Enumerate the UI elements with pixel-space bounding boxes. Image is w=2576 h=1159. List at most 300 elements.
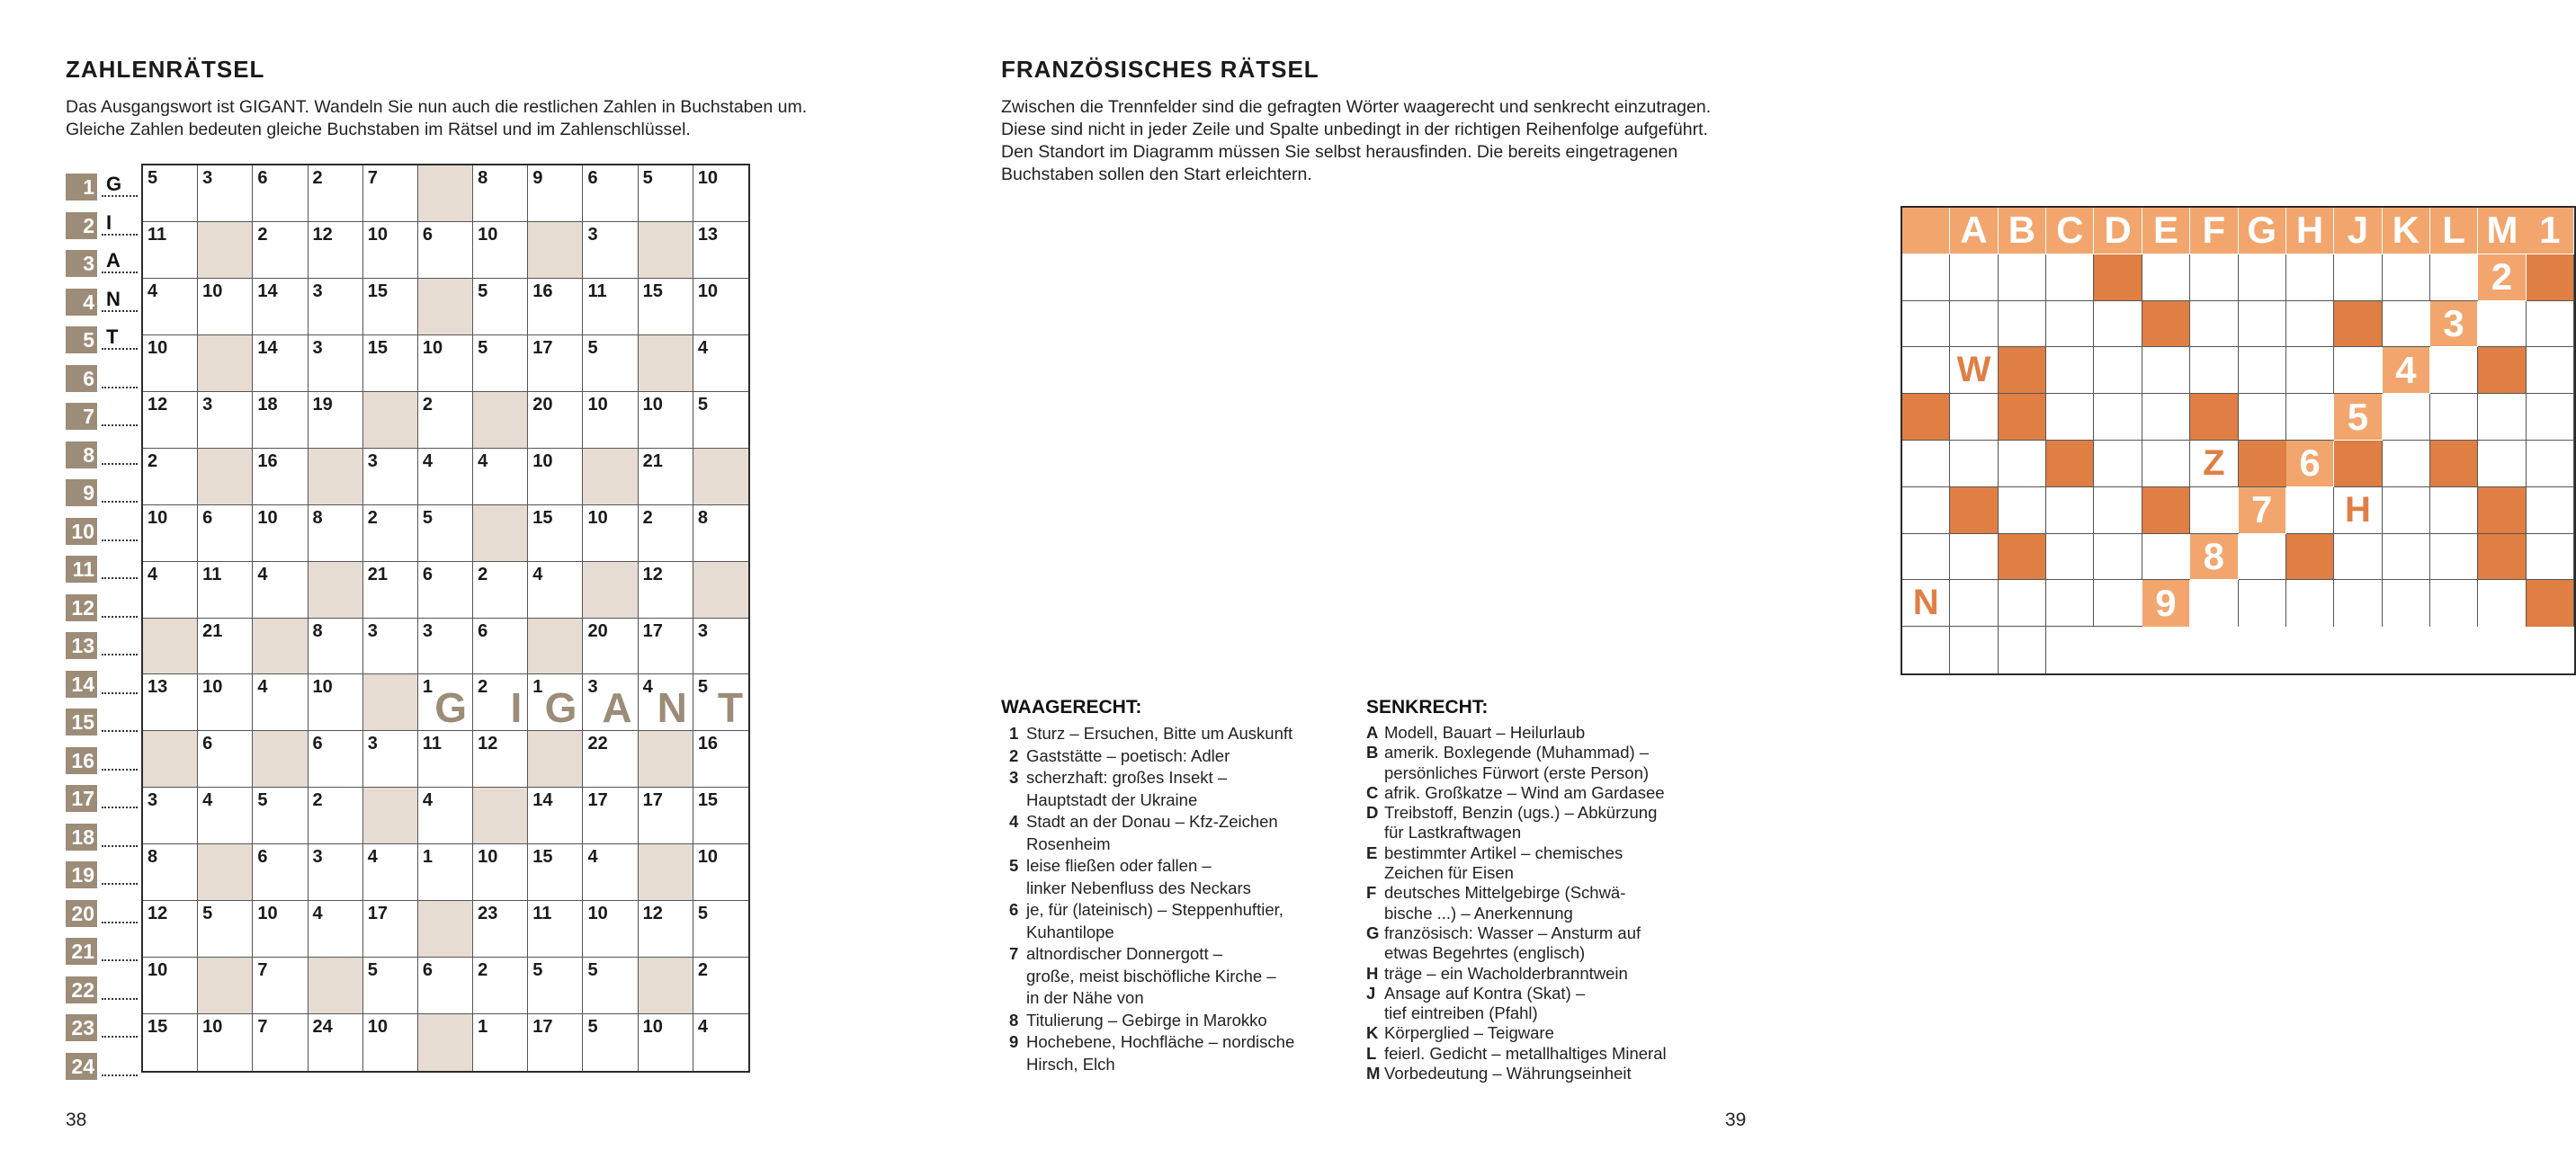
letter-cell[interactable] [1902, 627, 1950, 673]
cell-number: 5 [148, 168, 158, 188]
letter-cell[interactable]: W [1950, 347, 1998, 394]
number-cell[interactable] [473, 279, 528, 335]
number-cell[interactable] [639, 392, 693, 449]
number-cell[interactable] [639, 279, 693, 335]
number-cell[interactable] [253, 562, 308, 619]
letter-cell[interactable] [2286, 394, 2334, 441]
letter-cell[interactable] [2239, 301, 2286, 348]
number-cell[interactable] [473, 449, 528, 505]
number-cell[interactable] [253, 844, 308, 901]
key-letter-slot[interactable]: I [106, 210, 112, 234]
number-cell[interactable] [253, 505, 308, 562]
letter-cell[interactable] [2383, 301, 2430, 348]
row-header: 3 [2430, 301, 2478, 348]
letter-cell[interactable] [2478, 394, 2526, 441]
letter-cell[interactable] [2286, 487, 2334, 534]
clue-text [1026, 767, 1227, 811]
number-cell[interactable] [253, 901, 308, 958]
key-dotted-line [102, 1074, 138, 1076]
clue-text [1026, 943, 1276, 1010]
letter-cell[interactable] [2094, 534, 2142, 581]
letter-cell[interactable] [1950, 441, 1998, 487]
letter-cell[interactable]: Z [2190, 441, 2238, 487]
number-cell[interactable] [143, 222, 198, 279]
letter-cell[interactable] [1902, 301, 1950, 348]
number-cell[interactable] [528, 449, 583, 505]
number-cell[interactable] [363, 279, 418, 335]
number-cell[interactable] [473, 731, 528, 788]
letter-cell[interactable] [2478, 301, 2526, 348]
blocked-cell [309, 958, 363, 1014]
cell-number: 6 [422, 960, 434, 981]
cell-number: 2 [257, 224, 268, 245]
letter-cell[interactable] [1950, 534, 1998, 581]
cell-number: 11 [148, 224, 167, 245]
number-cell[interactable] [309, 1014, 363, 1071]
letter-cell[interactable] [2527, 301, 2574, 348]
number-cell[interactable] [528, 505, 583, 562]
letter-cell[interactable] [2430, 254, 2478, 301]
number-cell[interactable] [693, 1014, 748, 1071]
letter-cell[interactable] [2046, 487, 2094, 534]
key-dotted-line [102, 234, 138, 236]
cell-number: 6 [312, 734, 323, 754]
clue-text [1026, 723, 1292, 745]
letter-cell[interactable] [2430, 534, 2478, 581]
letter-cell[interactable] [1902, 347, 1950, 394]
number-cell[interactable] [583, 788, 638, 844]
number-cell[interactable] [253, 335, 308, 392]
key-row [66, 556, 141, 594]
cell-number: 8 [312, 620, 323, 641]
letter-cell[interactable] [1999, 254, 2046, 301]
clue-line: bische ...) – Anerkennung [1384, 903, 1573, 923]
number-cell[interactable] [693, 731, 748, 788]
separator-cell [2142, 301, 2190, 348]
letter-cell[interactable] [1902, 534, 1950, 581]
letter-cell[interactable] [2142, 254, 2190, 301]
key-row [66, 1014, 141, 1053]
number-cell[interactable] [693, 165, 748, 222]
letter-cell[interactable] [2046, 254, 2094, 301]
number-cell[interactable] [309, 674, 363, 731]
column-header: L [2430, 208, 2478, 254]
cell-number: 2 [312, 168, 323, 188]
number-cell[interactable] [198, 165, 253, 222]
letter-cell[interactable] [2430, 580, 2478, 627]
letter-cell[interactable] [2142, 534, 2190, 581]
number-cell[interactable] [528, 392, 583, 449]
clue-number: B [1366, 743, 1379, 762]
number-cell[interactable] [143, 674, 198, 731]
letter-cell[interactable] [2190, 487, 2238, 534]
number-cell[interactable] [528, 901, 583, 958]
clue-item [1009, 723, 1351, 745]
number-cell[interactable] [583, 844, 638, 901]
number-cell[interactable] [309, 788, 363, 844]
row-header: 4 [2383, 347, 2430, 394]
letter-cell[interactable] [2430, 487, 2478, 534]
number-cell[interactable] [528, 844, 583, 901]
number-cell[interactable] [143, 505, 198, 562]
number-cell[interactable] [309, 222, 363, 279]
letter-cell[interactable] [2527, 487, 2574, 534]
number-cell[interactable] [583, 958, 638, 1014]
number-cell[interactable] [583, 392, 638, 449]
letter-cell[interactable] [2239, 534, 2286, 581]
blocked-cell [473, 788, 528, 844]
letter-cell[interactable] [2383, 487, 2430, 534]
number-cell[interactable] [639, 901, 693, 958]
number-cell[interactable] [418, 674, 473, 731]
number-cell[interactable] [363, 222, 418, 279]
number-cell[interactable] [473, 1014, 528, 1071]
letter-cell[interactable]: H [2334, 487, 2382, 534]
cell-number: 1 [422, 847, 434, 868]
row-header: 5 [2334, 394, 2382, 441]
cell-number: 12 [148, 904, 168, 924]
number-cell[interactable] [418, 335, 473, 392]
letter-cell[interactable] [2286, 301, 2334, 348]
separator-cell [1999, 394, 2046, 441]
number-cell[interactable] [528, 1014, 583, 1071]
number-cell[interactable] [639, 165, 693, 222]
number-cell[interactable] [363, 901, 418, 958]
letter-cell[interactable] [2430, 394, 2478, 441]
key-number: 22 [66, 976, 97, 1003]
number-cell[interactable] [639, 619, 693, 675]
number-cell[interactable] [528, 788, 583, 844]
number-cell[interactable] [143, 844, 198, 901]
key-letter-slot[interactable]: A [106, 249, 121, 272]
letter-cell[interactable] [2239, 347, 2286, 394]
letter-cell[interactable] [1999, 627, 2046, 673]
number-cell[interactable] [253, 449, 308, 505]
key-row [66, 747, 141, 786]
letter-cell[interactable] [1999, 580, 2046, 627]
separator-cell [2190, 394, 2238, 441]
key-row [66, 212, 141, 251]
letter-cell[interactable] [2094, 441, 2142, 487]
number-cell[interactable] [528, 562, 583, 619]
number-cell[interactable] [583, 674, 638, 731]
number-cell[interactable] [693, 844, 748, 901]
number-cell[interactable] [639, 562, 693, 619]
number-cell[interactable] [693, 222, 748, 279]
number-cell[interactable] [639, 505, 693, 562]
key-dotted-line [102, 1036, 138, 1038]
letter-cell[interactable] [2334, 254, 2382, 301]
number-cell[interactable] [143, 562, 198, 619]
letter-cell[interactable] [2286, 580, 2334, 627]
number-cell[interactable] [143, 279, 198, 335]
number-cell[interactable] [309, 392, 363, 449]
letter-cell[interactable] [2383, 441, 2430, 487]
letter-cell[interactable] [2046, 394, 2094, 441]
number-cell[interactable] [309, 505, 363, 562]
number-cell[interactable] [363, 449, 418, 505]
cell-number: 20 [587, 620, 608, 641]
letter-cell[interactable] [2527, 441, 2574, 487]
number-cell[interactable] [418, 222, 473, 279]
cell-number: 15 [697, 790, 719, 811]
number-cell[interactable] [143, 449, 198, 505]
number-cell[interactable] [693, 619, 748, 675]
number-cell[interactable] [418, 958, 473, 1014]
number-cell[interactable] [363, 958, 418, 1014]
letter-cell[interactable] [2094, 347, 2142, 394]
letter-cell[interactable] [1999, 441, 2046, 487]
number-cell[interactable] [583, 279, 638, 335]
letter-cell[interactable] [2334, 347, 2382, 394]
separator-cell [2334, 441, 2382, 487]
number-cell[interactable] [253, 392, 308, 449]
number-cell[interactable] [418, 844, 473, 901]
key-dotted-line [102, 998, 138, 1000]
letter-cell[interactable] [2527, 534, 2574, 581]
number-cell[interactable] [473, 165, 528, 222]
letter-cell[interactable] [1950, 254, 1998, 301]
letter-cell[interactable] [2094, 580, 2142, 627]
number-cell[interactable] [583, 165, 638, 222]
number-cell[interactable] [528, 674, 583, 731]
number-cell[interactable] [473, 958, 528, 1014]
letter-cell[interactable] [2190, 301, 2238, 348]
waagerecht-clues [1009, 723, 1351, 1075]
cell-number: 10 [587, 904, 608, 924]
number-cell[interactable] [583, 505, 638, 562]
clue-line: tief eintreiben (Pfahl) [1384, 1003, 1538, 1023]
key-number: 6 [66, 365, 97, 392]
cell-number: 10 [367, 224, 388, 245]
letter-cell[interactable] [2046, 301, 2094, 348]
letter-cell[interactable] [2334, 534, 2382, 581]
number-cell[interactable] [583, 619, 638, 675]
letter-cell[interactable] [2239, 580, 2286, 627]
key-letter-slot[interactable]: N [106, 287, 121, 310]
cell-number: 10 [697, 847, 719, 868]
clue-number: A [1366, 723, 1379, 742]
number-cell[interactable] [693, 505, 748, 562]
letter-cell[interactable] [2527, 394, 2574, 441]
number-cell[interactable] [583, 335, 638, 392]
number-cell[interactable] [198, 392, 253, 449]
number-cell[interactable] [253, 279, 308, 335]
number-cell[interactable] [309, 844, 363, 901]
letter-cell[interactable] [1950, 301, 1998, 348]
number-cell[interactable] [528, 335, 583, 392]
number-cell[interactable] [418, 449, 473, 505]
number-cell[interactable] [198, 562, 253, 619]
letter-cell[interactable] [2383, 534, 2430, 581]
letter-cell[interactable] [2286, 254, 2334, 301]
number-cell[interactable] [693, 958, 748, 1014]
number-cell[interactable] [693, 674, 748, 731]
number-cell[interactable] [528, 279, 583, 335]
number-cell[interactable] [693, 279, 748, 335]
clue-number: 8 [1009, 1010, 1019, 1030]
number-cell[interactable] [418, 731, 473, 788]
letter-cell[interactable] [2094, 301, 2142, 348]
letter-cell[interactable] [2239, 254, 2286, 301]
number-cell[interactable] [473, 674, 528, 731]
number-cell[interactable] [693, 901, 748, 958]
letter-cell[interactable] [2478, 441, 2526, 487]
letter-cell[interactable] [1950, 394, 1998, 441]
number-cell[interactable] [583, 731, 638, 788]
number-cell[interactable] [639, 674, 693, 731]
number-cell[interactable] [198, 674, 253, 731]
number-cell[interactable] [309, 279, 363, 335]
number-cell[interactable] [198, 788, 253, 844]
number-cell[interactable] [198, 279, 253, 335]
number-cell[interactable] [418, 392, 473, 449]
key-letter-slot[interactable]: G [106, 173, 122, 195]
clue-line: Sturz – Ersuchen, Bitte um Auskunft [1026, 724, 1293, 743]
number-cell[interactable] [418, 619, 473, 675]
letter-cell[interactable] [2190, 254, 2238, 301]
number-cell[interactable] [363, 844, 418, 901]
letter-cell[interactable] [2239, 394, 2286, 441]
cell-number: 4 [312, 904, 323, 924]
number-cell[interactable] [253, 958, 308, 1014]
number-cell[interactable] [639, 788, 693, 844]
number-cell[interactable] [363, 562, 418, 619]
number-cell[interactable] [198, 619, 253, 675]
number-cell[interactable] [363, 505, 418, 562]
number-cell[interactable] [143, 392, 198, 449]
letter-cell[interactable] [1999, 301, 2046, 348]
number-cell[interactable] [309, 165, 363, 222]
letter-cell[interactable] [1902, 254, 1950, 301]
number-cell[interactable] [473, 335, 528, 392]
cell-number: 21 [367, 564, 388, 584]
number-cell[interactable] [693, 392, 748, 449]
letter-cell[interactable] [2430, 347, 2478, 394]
number-cell[interactable] [363, 165, 418, 222]
number-cell[interactable] [528, 165, 583, 222]
column-header: C [2046, 208, 2094, 254]
number-cell[interactable] [418, 505, 473, 562]
letter-cell[interactable] [2094, 487, 2142, 534]
number-cell[interactable] [143, 901, 198, 958]
number-cell[interactable] [198, 731, 253, 788]
number-cell[interactable] [309, 619, 363, 675]
cell-number: 3 [367, 620, 378, 641]
letter-cell[interactable] [2142, 441, 2190, 487]
number-cell[interactable] [143, 958, 198, 1014]
letter-cell[interactable] [2046, 347, 2094, 394]
cell-number: 4 [422, 450, 434, 471]
letter-cell[interactable] [2383, 394, 2430, 441]
number-cell[interactable] [363, 335, 418, 392]
number-cell[interactable] [309, 901, 363, 958]
number-cell[interactable] [198, 1014, 253, 1071]
number-cell[interactable] [528, 958, 583, 1014]
letter-cell[interactable] [1902, 441, 1950, 487]
number-cell[interactable] [253, 1014, 308, 1071]
letter-cell[interactable] [2094, 394, 2142, 441]
number-cell[interactable] [198, 901, 253, 958]
number-cell[interactable] [473, 901, 528, 958]
number-cell[interactable] [473, 222, 528, 279]
cell-number: 12 [642, 904, 663, 924]
number-cell[interactable] [309, 731, 363, 788]
letter-cell[interactable] [1902, 487, 1950, 534]
number-cell[interactable] [143, 165, 198, 222]
cell-number: 21 [202, 620, 223, 641]
number-cell[interactable] [583, 222, 638, 279]
letter-cell[interactable] [2383, 254, 2430, 301]
letter-cell[interactable] [2142, 347, 2190, 394]
cell-number: 4 [148, 564, 158, 584]
blocked-cell [418, 279, 473, 335]
number-cell[interactable] [363, 619, 418, 675]
letter-cell[interactable]: N [1902, 580, 1950, 627]
number-cell[interactable] [363, 1014, 418, 1071]
number-cell[interactable] [473, 562, 528, 619]
letter-cell[interactable] [1999, 487, 2046, 534]
cell-number: 2 [642, 507, 653, 528]
cell-number: 10 [312, 677, 333, 698]
number-cell[interactable] [693, 788, 748, 844]
clue-line: scherzhaft: großes Insekt – [1026, 768, 1228, 787]
number-cell[interactable] [143, 788, 198, 844]
letter-cell[interactable] [2286, 347, 2334, 394]
number-cell[interactable] [143, 335, 198, 392]
number-cell[interactable] [639, 1014, 693, 1071]
letter-cell[interactable] [1950, 627, 1998, 673]
letter-cell[interactable] [2046, 627, 2094, 673]
letter-cell[interactable] [2527, 347, 2574, 394]
clue-number: F [1366, 883, 1377, 903]
number-cell[interactable] [693, 335, 748, 392]
number-cell[interactable] [418, 562, 473, 619]
number-cell[interactable] [253, 222, 308, 279]
letter-cell[interactable] [2046, 534, 2094, 581]
blocked-cell [583, 449, 638, 505]
number-cell[interactable] [253, 788, 308, 844]
number-cell[interactable] [253, 165, 308, 222]
number-cell[interactable] [639, 449, 693, 505]
number-cell[interactable] [363, 731, 418, 788]
number-cell[interactable] [473, 844, 528, 901]
number-cell[interactable] [583, 1014, 638, 1071]
column-header: A [1950, 208, 1998, 254]
key-letter-slot[interactable]: T [106, 325, 119, 348]
letter-cell[interactable] [2478, 580, 2526, 627]
letter-cell[interactable] [2190, 580, 2238, 627]
key-row [66, 403, 141, 441]
letter-cell[interactable] [2142, 394, 2190, 441]
number-cell[interactable] [418, 788, 473, 844]
clue-line: Gaststätte – poetisch: Adler [1026, 745, 1230, 765]
number-cell[interactable] [198, 505, 253, 562]
letter-cell[interactable] [2046, 580, 2094, 627]
number-cell[interactable] [309, 335, 363, 392]
letter-cell[interactable] [2190, 347, 2238, 394]
letter-cell[interactable] [2334, 580, 2382, 627]
number-cell[interactable] [583, 901, 638, 958]
cell-number: 16 [532, 281, 553, 301]
clue-number: 9 [1009, 1032, 1019, 1051]
cell-number: 5 [697, 904, 708, 924]
number-cell[interactable] [473, 619, 528, 675]
number-cell[interactable] [253, 674, 308, 731]
letter-cell[interactable] [1950, 580, 1998, 627]
number-cell[interactable] [143, 1014, 198, 1071]
letter-cell[interactable] [2383, 580, 2430, 627]
